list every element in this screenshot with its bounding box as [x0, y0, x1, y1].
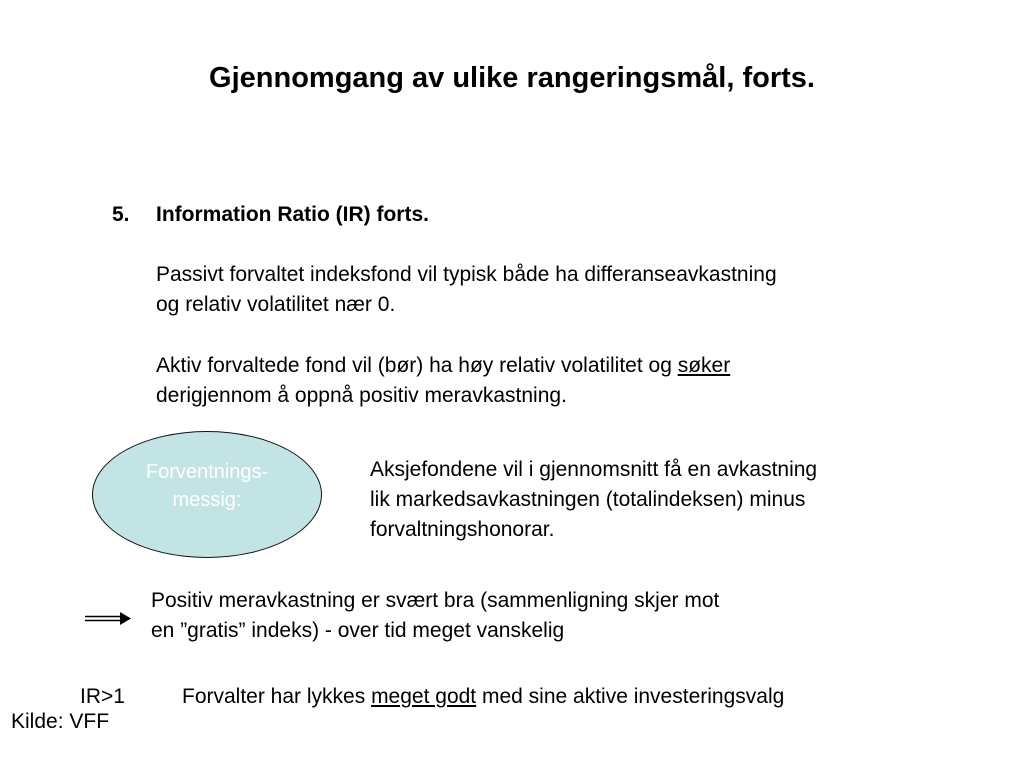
paragraph-active-funds — [156, 351, 730, 411]
expectation-text — [370, 455, 817, 545]
implication-line: Positiv meravkastning er svært bra (sammenligning skjer mot — [151, 589, 720, 612]
paragraph-text: Aktiv forvaltede fond vil (bør) ha høy relativ volatilitet og — [156, 354, 678, 377]
list-number: 5. — [112, 203, 130, 226]
paragraph-line: Passivt forvaltet indeksfond vil typisk både ha differanseavkastning — [156, 263, 777, 286]
ir-text-part: med sine aktive investeringsvalg — [476, 685, 785, 708]
section-heading: Information Ratio (IR) forts. — [156, 203, 429, 226]
paragraph-passive-funds — [156, 260, 777, 320]
implication-text — [151, 586, 719, 646]
expectation-line: forvaltningshonorar. — [370, 518, 555, 541]
paragraph-line: og relativ volatilitet nær 0. — [156, 293, 396, 316]
callout-label: Forventnings- messig: — [145, 460, 269, 511]
double-right-arrow-icon — [84, 608, 132, 628]
ir-rule-text — [182, 682, 784, 712]
source-note: Kilde: VFF — [11, 710, 110, 733]
implication-line: en ”gratis” indeks) - over tid meget vanskelig — [151, 619, 565, 642]
underlined-word: søker — [677, 354, 731, 377]
expectation-line: lik markedsavkastningen (totalindeksen) minus — [370, 488, 806, 511]
expectation-callout-ellipse — [92, 431, 322, 558]
expectation-line: Aksjefondene vil i gjennomsnitt få en avkastning — [370, 458, 818, 481]
ir-text-part: Forvalter har lykkes — [182, 685, 372, 708]
slide-title: Gjennomgang av ulike rangeringsmål, forts. — [209, 62, 815, 94]
paragraph-line — [156, 351, 730, 381]
ir-underlined-phrase: meget godt — [371, 685, 477, 708]
paragraph-line: derigjennom å oppnå positiv meravkastning. — [156, 384, 567, 407]
ir-condition: IR>1 — [80, 685, 125, 708]
